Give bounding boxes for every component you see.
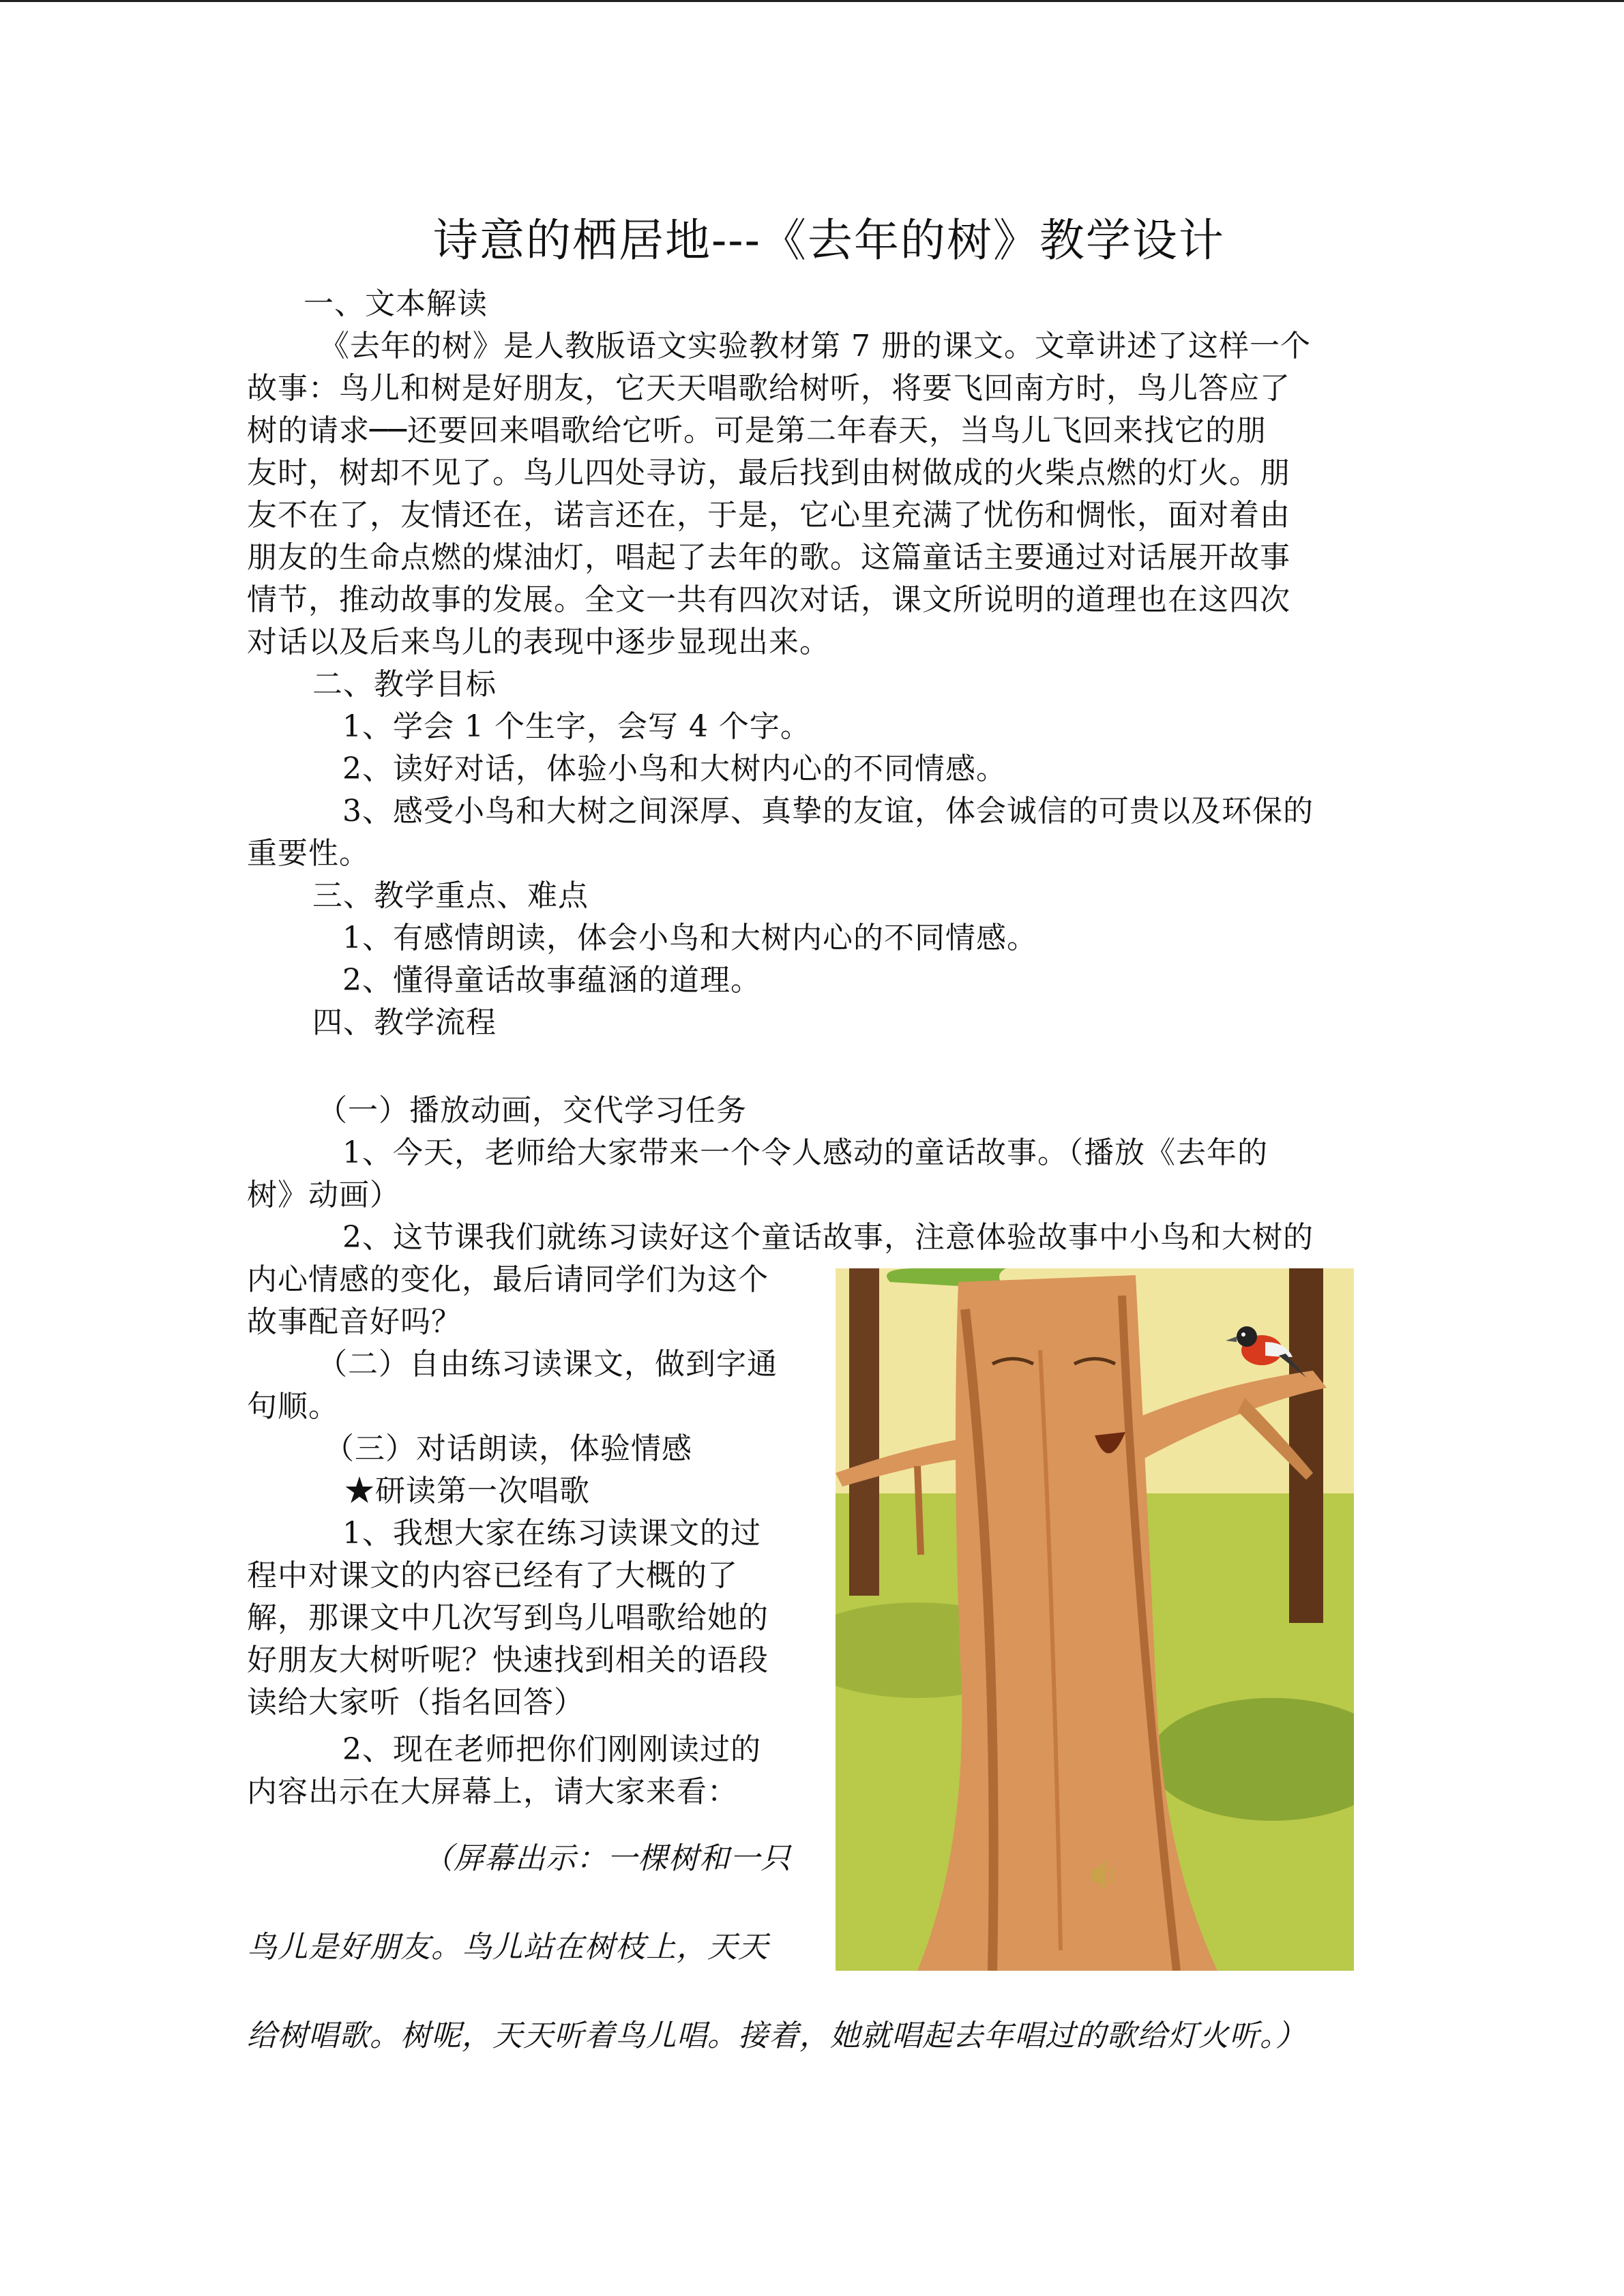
section-1-item-2-line-1: 2、这节课我们就练习读好这个童话故事，注意体验故事中小鸟和大树的: [342, 1220, 1314, 1255]
tree-illustration-svg: [836, 1268, 1354, 1971]
heading-teaching-goals: 二、教学目标: [312, 667, 497, 702]
intro-line-8: 对话以及后来鸟儿的表现中逐步显现出来。: [247, 625, 830, 659]
intro-line-1: 《去年的树》是人教版语文实验教材第 7 册的课文。文章讲述了这样一个: [319, 329, 1311, 363]
section-2-line-1: （二）自由练习读课文，做到字通: [317, 1347, 778, 1382]
key-point-1: 1、有感情朗读，体会小鸟和大树内心的不同情感。: [342, 921, 1037, 955]
intro-line-3: 树的请求──还要回来唱歌给它听。可是第二年春天，当鸟儿飞回来找它的朋: [247, 413, 1267, 448]
goal-item-3-line-2: 重要性。: [247, 836, 370, 871]
section-2-line-2: 句顺。: [247, 1389, 339, 1424]
section-3-item-1-line-5: 读给大家听（指名回答）: [247, 1685, 585, 1720]
background-trunk-left: [849, 1268, 879, 1596]
intro-line-5: 友不在了，友情还在，诺言还在，于是，它心里充满了忧伤和惆怅，面对着由: [247, 498, 1290, 533]
background-trunk-right: [1289, 1268, 1323, 1623]
section-3-item-2-line-1: 2、现在老师把你们刚刚读过的: [342, 1732, 761, 1767]
heading-key-points: 三、教学重点、难点: [312, 878, 589, 913]
section-3-item-1-line-2: 程中对课文的内容已经有了大概的了: [247, 1558, 738, 1593]
section-1-item-2-line-2: 内心情感的变化，最后请同学们为这个: [247, 1262, 769, 1297]
document-title: 诗意的栖居地---《去年的树》教学设计: [433, 214, 1225, 267]
section-1-item-1-line-2: 树》动画）: [247, 1178, 400, 1212]
intro-line-7: 情节，推动故事的发展。全文一共有四次对话，课文所说明的道理也在这四次: [247, 582, 1290, 617]
heading-teaching-process: 四、教学流程: [312, 1005, 497, 1040]
section-3-item-1-line-1: 1、我想大家在练习读课文的过: [342, 1516, 761, 1551]
screen-display-line-1: （屏幕出示：一棵树和一只: [423, 1841, 791, 1876]
section-3-item-2-line-2: 内容出示在大屏幕上，请大家来看：: [247, 1774, 738, 1809]
star-heading-first-song: ★研读第一次唱歌: [344, 1474, 590, 1508]
section-1-title: （一）播放动画，交代学习任务: [317, 1093, 747, 1128]
heading-text-reading: 一、文本解读: [304, 286, 488, 321]
goal-item-2: 2、读好对话，体验小鸟和大树内心的不同情感。: [342, 751, 1007, 786]
intro-line-6: 朋友的生命点燃的煤油灯，唱起了去年的歌。这篇童话主要通过对话展开故事: [247, 540, 1290, 575]
key-point-2: 2、懂得童话故事蕴涵的道理。: [342, 963, 761, 998]
screen-display-line-2: 鸟儿是好朋友。鸟儿站在树枝上，天天: [247, 1930, 769, 1965]
section-3-item-1-line-4: 好朋友大树听呢？快速找到相关的语段: [247, 1643, 769, 1678]
intro-line-2: 故事：鸟儿和树是好朋友，它天天唱歌给树听，将要飞回南方时，鸟儿答应了: [247, 371, 1290, 406]
goal-item-1: 1、学会 1 个生字，会写 4 个字。: [342, 709, 811, 744]
page-top-rule: [0, 0, 1624, 2]
section-1-item-2-line-3: 故事配音好吗？: [247, 1304, 462, 1339]
tree-and-bird-illustration: [836, 1268, 1354, 1971]
section-1-item-1-line-1: 1、今天，老师给大家带来一个令人感动的童话故事。（播放《去年的: [342, 1135, 1268, 1170]
goal-item-3-line-1: 3、感受小鸟和大树之间深厚、真挚的友谊，体会诚信的可贵以及环保的: [342, 794, 1314, 829]
screen-display-line-3: 给树唱歌。树呢，天天听着鸟儿唱。接着，她就唱起去年唱过的歌给灯火听。）: [247, 2018, 1306, 2053]
section-3-item-1-line-3: 解，那课文中几次写到鸟儿唱歌给她的: [247, 1600, 769, 1635]
intro-line-4: 友时，树却不见了。鸟儿四处寻访，最后找到由树做成的火柴点燃的灯火。朋: [247, 456, 1290, 490]
section-3-title: （三）对话朗读，体验情感: [324, 1431, 692, 1466]
